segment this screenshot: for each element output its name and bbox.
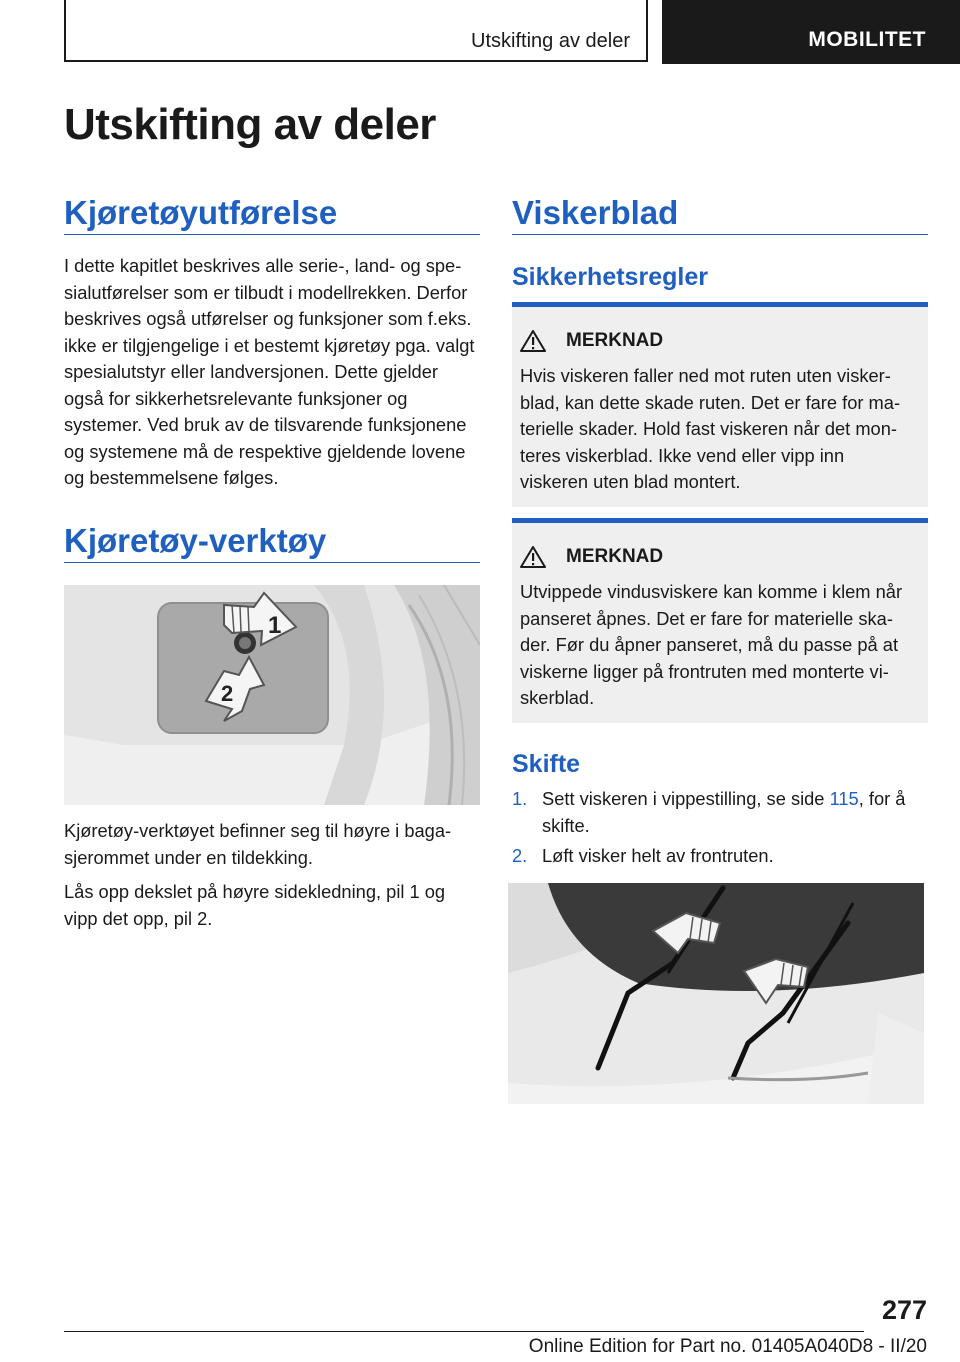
chapter-tab[interactable] [662, 0, 960, 64]
tool-heading: Kjøretøy-verktøy [64, 522, 327, 559]
trunk-tool-figure [64, 585, 480, 805]
chapter-tab-label: MOBILITET [808, 28, 926, 51]
footer-rule [64, 1331, 864, 1332]
trunk-illustration [64, 585, 480, 805]
step-2 [512, 843, 927, 870]
header-section-title: Utskifting av deler [471, 30, 630, 52]
step-1 [512, 786, 927, 839]
figure-label-1: 1 [268, 612, 282, 639]
footer-edition: Online Edition for Part no. 01405A040D8 - II/20 [528, 1336, 927, 1357]
note-box-2 [512, 518, 928, 723]
step-2-number: 2. [512, 845, 528, 866]
note-1-label: MERKNAD [566, 330, 664, 351]
tool-paragraph-2: Lås opp dekslet på høyre sidekledning, pil 1 og vipp det opp, pil 2. [64, 881, 446, 929]
figure-label-2: 2 [221, 681, 234, 706]
change-heading: Skifte [512, 750, 581, 778]
wiper-figure [508, 883, 924, 1104]
vehicle-heading-rule [64, 234, 480, 235]
note-2-header [520, 545, 663, 569]
step-1-text-after: , for å skifte. [542, 788, 906, 836]
step-1-text [542, 786, 932, 839]
windscreen-wiper-illustration [508, 883, 924, 1104]
note-box-1 [512, 302, 928, 507]
note-2-text: Utvippede vindusviskere kan komme i klem når panseret åpnes. Det er fare for materielle skader. Før du åpner panseret, må du passe på at viskerne ligger på frontruten med monterte viskerblad. [520, 581, 903, 708]
note-2-label: MERKNAD [566, 546, 664, 567]
vehicle-text [64, 253, 482, 492]
page-title: Utskifting av deler [64, 100, 436, 149]
step-1-text-before: Sett viskeren i vippestilling, se side [542, 788, 830, 809]
note-1-header [520, 329, 663, 353]
note-1-text: Hvis viskeren faller ned mot ruten uten viskerblad, kan dette skade ruten. Det er fare for materielle skader. Hold fast viskeren når det monteres viskerblad. Ikke vend eller vipp inn viskeren uten blad montert. [520, 365, 901, 492]
warning-triangle-icon [520, 329, 546, 353]
tool-heading-rule [64, 562, 480, 563]
safety-heading: Sikkerhetsregler [512, 263, 708, 291]
vehicle-heading: Kjøretøyutførelse [64, 194, 338, 231]
tool-text [64, 818, 482, 932]
step-2-text: Løft visker helt av frontruten. [542, 845, 774, 866]
wiper-heading-rule [512, 234, 928, 235]
warning-triangle-icon [520, 545, 546, 569]
page-link-115[interactable]: 115 [829, 788, 859, 809]
tool-paragraph-1: Kjøretøy-verktøyet befinner seg til høyre i bagasjerommet under en tildekking. [64, 820, 452, 868]
vehicle-paragraph: I dette kapitlet beskrives alle serie-, land- og spesialutførelser som er tilbudt i modellrekken. Derfor beskrives også utførelser og funksjoner som f.eks. ikke er tilgjengelige i et bestemt kjøretøy pga. valgt spesialutstyr eller landversjonen. Dette gjelder også for sikkerhetsrelevante funksjoner og systemer. Ved bruk av de tilsvarende funksjonene og systemene må de respektive gjeldende lovene og bestemmelsene følges. [64, 255, 475, 488]
wiper-heading: Viskerblad [512, 194, 679, 231]
page-number: 277 [881, 1295, 927, 1325]
step-1-number: 1. [512, 788, 528, 809]
